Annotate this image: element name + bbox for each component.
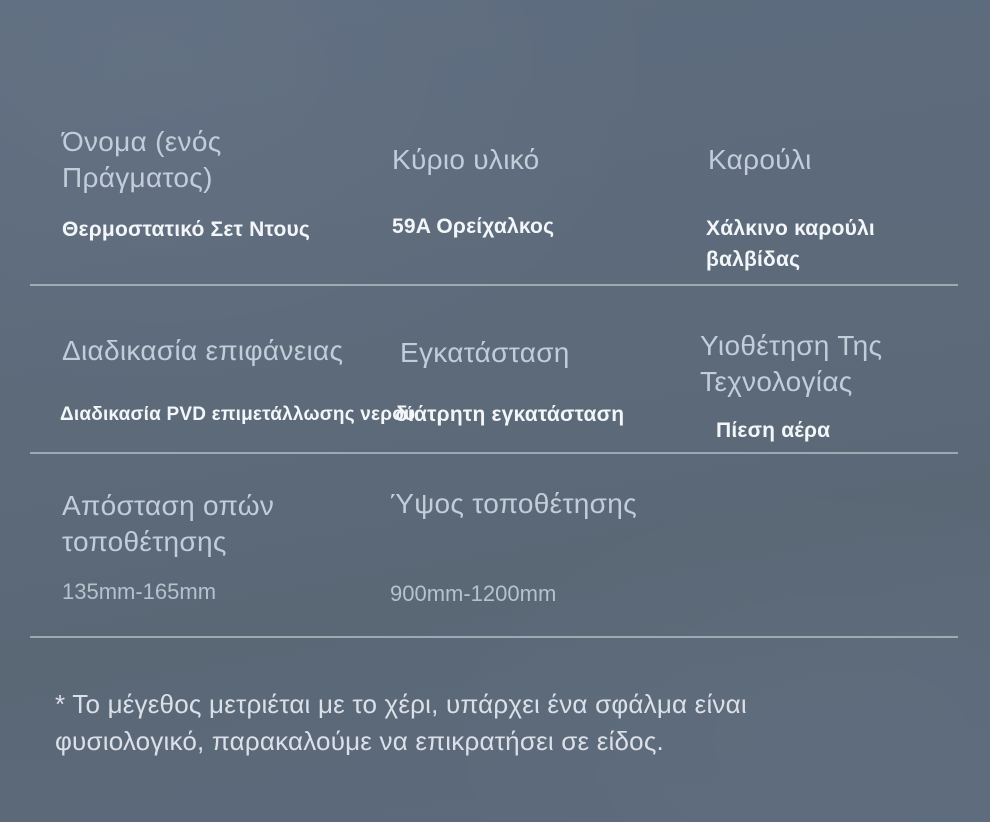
footnote: [55, 686, 747, 760]
value-surface-process: [60, 399, 415, 430]
label-mounting-height-line1: Ύψος τοποθέτησης: [390, 488, 637, 519]
label-spool: [708, 142, 812, 178]
label-technology: [700, 328, 882, 400]
footnote-line2: φυσιολογικό, παρακαλούμε να επικρατήσει σε είδος.: [55, 726, 664, 756]
label-hole-distance: [62, 488, 274, 560]
footnote-line1: * Το μέγεθος μετριέται με το χέρι, υπάρχει ένα σφάλμα είναι: [55, 689, 747, 719]
label-mounting-height: [390, 486, 637, 522]
value-technology: [716, 415, 830, 446]
label-spool-line1: Καρούλι: [708, 144, 812, 175]
label-technology-line1: Υιοθέτηση Της: [700, 330, 883, 361]
divider-1: [30, 284, 958, 286]
value-technology-line1: Πίεση αέρα: [716, 419, 831, 442]
value-surface-process-line1: Διαδικασία PVD επιμετάλλωσης νερού: [60, 404, 416, 425]
value-main-material-line1: 59A Ορείχαλκος: [392, 215, 555, 238]
label-surface-process: [62, 333, 343, 369]
value-product-name-line1: Θερμοστατικό Σετ Ντους: [62, 218, 311, 241]
value-main-material: [392, 211, 554, 242]
divider-2: [30, 452, 958, 454]
label-main-material: [392, 142, 540, 178]
value-spool: [706, 213, 875, 275]
value-product-name: [62, 214, 310, 245]
value-installation: [395, 399, 624, 430]
label-main-material-line1: Κύριο υλικό: [392, 144, 540, 175]
divider-3: [30, 636, 958, 638]
value-spool-line2: βαλβίδας: [706, 248, 801, 271]
label-installation: [400, 335, 570, 371]
value-mounting-height: [390, 579, 556, 609]
label-surface-process-line1: Διαδικασία επιφάνειας: [62, 335, 344, 366]
label-product-name-line1: Όνομα (ενός: [62, 126, 222, 157]
label-product-name-line2: Πράγματος): [62, 162, 213, 193]
label-product-name: [62, 124, 222, 196]
label-technology-line2: Τεχνολογίας: [700, 366, 853, 397]
label-installation-line1: Εγκατάσταση: [400, 337, 570, 368]
label-hole-distance-line1: Απόσταση οπών: [62, 490, 275, 521]
label-hole-distance-line2: τοποθέτησης: [62, 526, 227, 557]
value-installation-line1: διάτρητη εγκατάσταση: [395, 403, 625, 426]
value-hole-distance: [62, 577, 216, 607]
value-hole-distance-line1: 135mm-165mm: [62, 579, 217, 604]
value-spool-line1: Χάλκινο καρούλι: [706, 217, 875, 240]
value-mounting-height-line1: 900mm-1200mm: [390, 581, 557, 606]
